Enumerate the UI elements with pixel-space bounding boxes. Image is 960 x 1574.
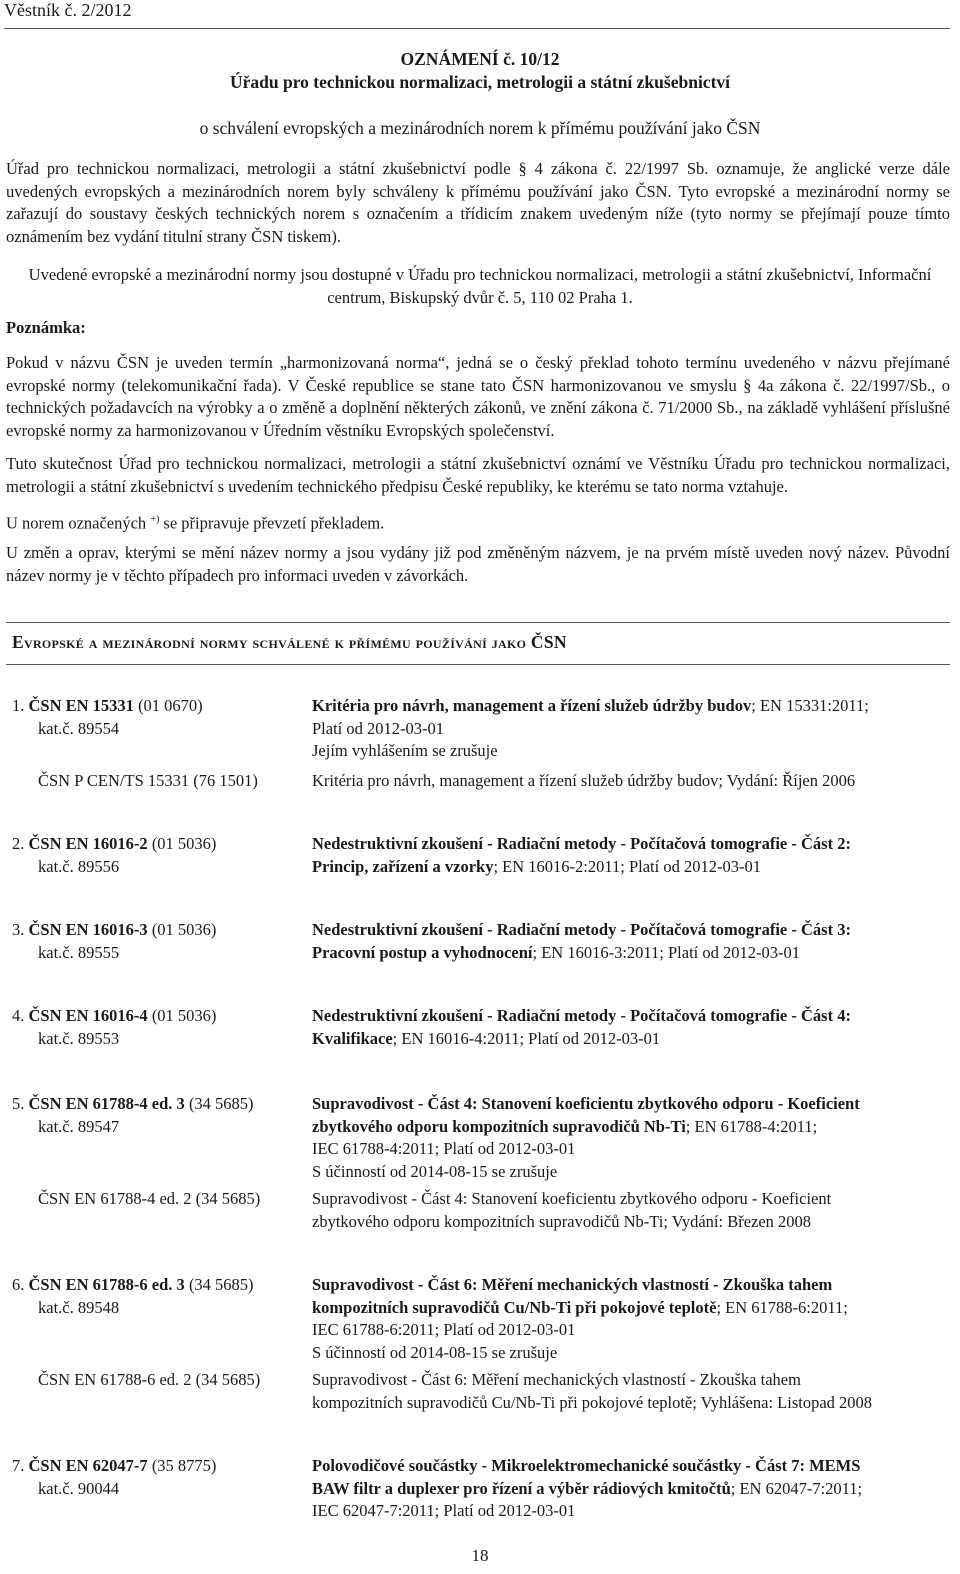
changes-paragraph: U změn a oprav, kterými se mění název normy a jsou vydány již pod změněným názvem, je na prvém místě uveden nový název. Původní název normy je v těchto případech pro informaci uveden v závorkách. <box>6 543 950 585</box>
journal-header: Věstník č. 2/2012 <box>4 0 132 20</box>
page-number: 18 <box>471 1546 489 1565</box>
announcement-title: OZNÁMENÍ č. 10/12 <box>400 49 560 69</box>
publication-paragraph: Tuto skutečnost Úřad pro technickou normalizaci, metrologii a státní zkušebnictví oznámí ve Věstníku Úřadu pro technickou normalizaci, metrologii a státní zkušebnictví s uvedením technického předpisu České republiky, ke kterému se tato norma vztahuje. <box>6 454 950 496</box>
note-label: Poznámka: <box>6 318 86 337</box>
translation-paragraph: U norem označených +) se připravuje převzetí překladem. <box>6 513 385 533</box>
section-top-rule <box>6 622 950 623</box>
header-divider <box>4 28 950 29</box>
availability-paragraph: Uvedené evropské a mezinárodní normy jsou dostupné v Úřadu pro technickou normalizaci, metrologii a státní zkušebnictví, Informační centrum, Biskupský dvůr č. 5, 110 02 Praha 1. <box>28 265 932 307</box>
section-title: Evropské a mezinárodní normy schválené k přímému používání jako ČSN <box>12 632 567 652</box>
announcement-authority: Úřadu pro technickou normalizaci, metrologii a státní zkušebnictví <box>229 72 731 92</box>
announcement-subject: o schválení evropských a mezinárodních norem k přímému používání jako ČSN <box>199 118 761 138</box>
section-bottom-rule <box>6 664 950 665</box>
intro-paragraph: Úřad pro technickou normalizaci, metrologii a státní zkušebnictví podle § 4 zákona č. 22/1997 Sb. oznamuje, že anglické verze dále uvedených evropských a mezinárodních norem byly schváleny k přímému používání jako ČSN. Tyto evropské a mezinárodní normy se zařazují do soustavy českých technických norem s označením a třídicím znakem uvedeným níže (tyto normy se přejímají pouze tímto oznámením bez vydání titulní strany ČSN tiskem). <box>6 159 950 246</box>
note-paragraph: Pokud v názvu ČSN je uveden termín „harmonizovaná norma“, jedná se o český překlad tohoto termínu uvedeného v názvu přejímané evropské normy (telekomunikační řada). V České republice se stane tato ČSN harmonizovanou ve smyslu § 4a zákona č. 22/1997/Sb., o technických požadavcích na výrobky a o změně a doplnění některých zákonů, ve znění zákona č. 71/2000 Sb., na základě vyhlášení příslušné evropské normy za harmonizovanou v Úředním věstníku Evropských společenství. <box>6 353 950 440</box>
